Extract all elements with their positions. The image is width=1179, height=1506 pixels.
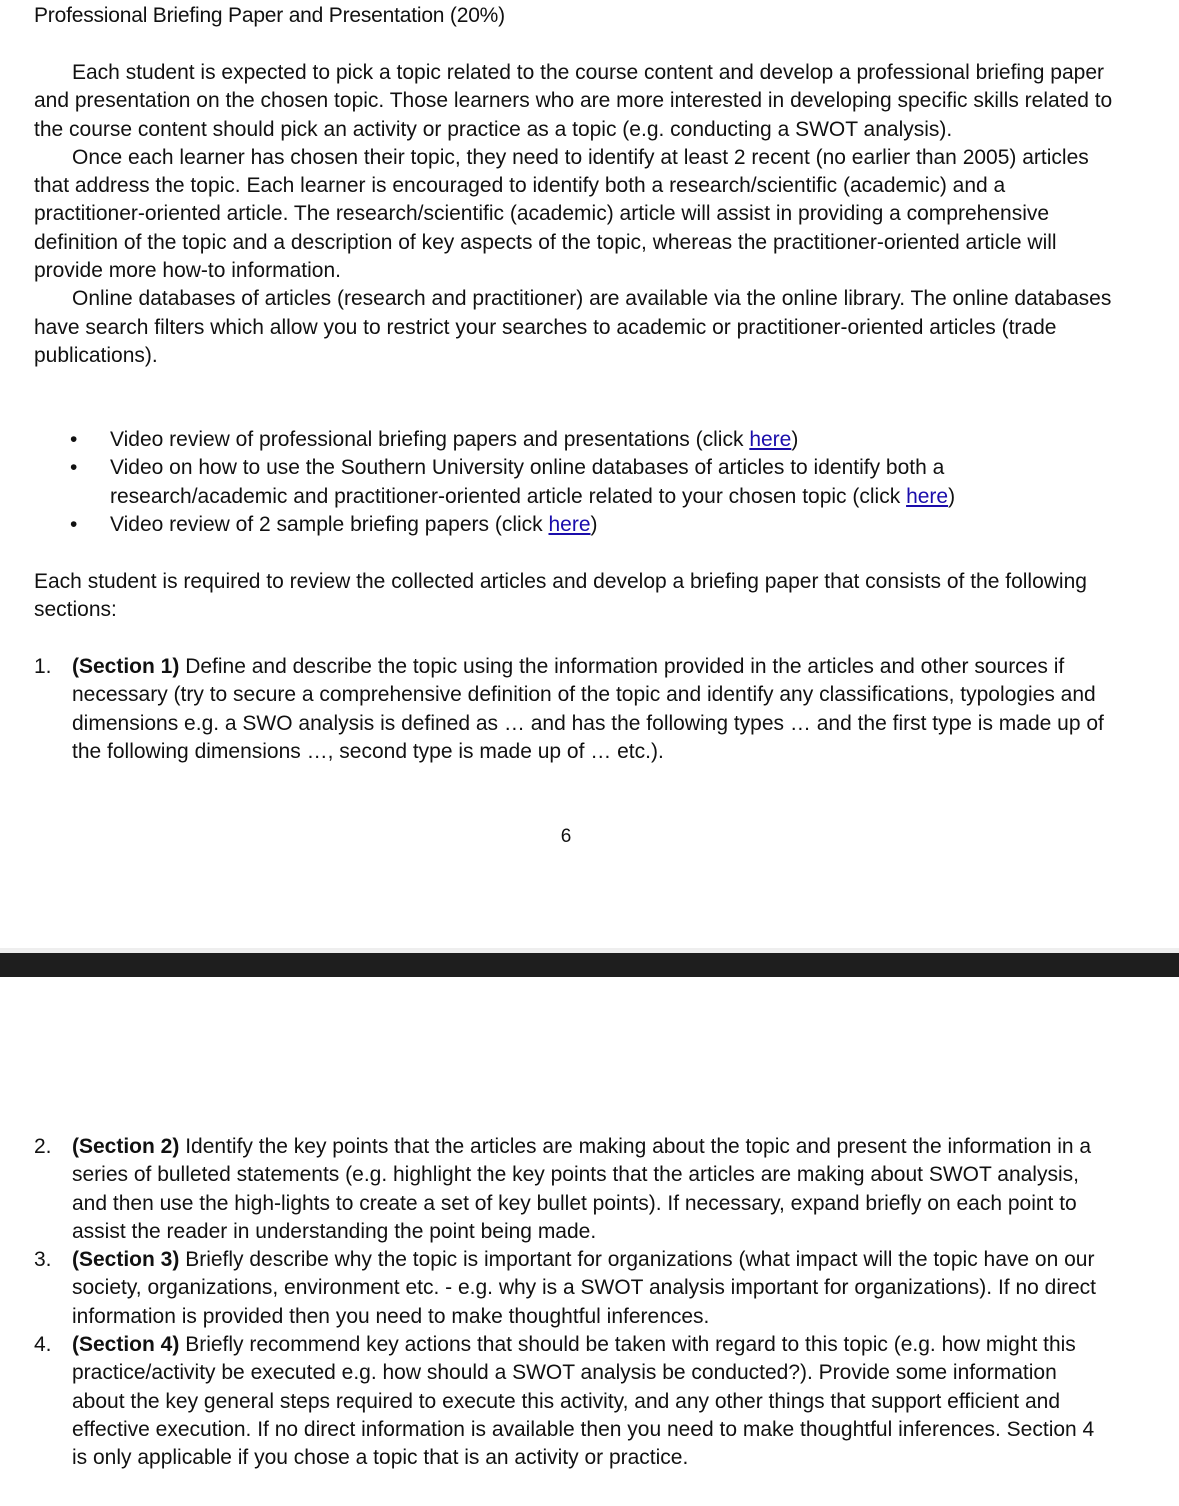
requirement-statement: Each student is required to review the collected articles and develop a briefing paper that consists of the following sections: [34,570,1087,622]
section-label: (Section 1) [72,655,180,678]
video-link-sample-papers[interactable]: here [548,512,591,536]
section-text: Identify the key points that the articles are making about the topic and present the information in a series of bulleted statements (e.g. highlight the key points that the articles are making about SWOT analysis, and then use the high-lights to create a set of key bullet points). If necessary, expand briefly on each point to assist the reader in understanding the point being made. [72,1135,1092,1243]
section-number: 1. [34,655,52,678]
page-heading: Professional Briefing Paper and Presentation (20%) [34,4,505,27]
video-link-databases[interactable]: here [906,484,949,508]
list-item [34,426,1114,454]
bullet-text: Video review of professional briefing papers and presentations (click [110,428,750,451]
section-label: (Section 4) [72,1333,180,1357]
list-item [34,454,1114,511]
section-label: (Section 2) [72,1135,180,1158]
bullet-icon: • [70,428,78,451]
intro-paragraphs [34,59,1114,370]
section-label: (Section 3) [72,1248,180,1272]
paragraph-article-identification: Once each learner has chosen their topic, they need to identify at least 2 recent (no earlier than 2005) articles that address the topic. Each learner is encouraged to identify both a research/scientific (academic) and a practitioner-oriented article. The research/scientific (academic) article will assist in providing a comprehensive definition of the topic and a description of key aspects of the topic, whereas the practitioner-oriented article will provide more how-to information. [34,145,1089,283]
bullet-text-end: ) [791,428,799,451]
section-text: Briefly describe why the topic is important for organizations (what impact will the topic have on our society, organizations, environment etc. - e.g. why is a SWOT analysis important for organizations). If no direct information is provided then you need to make thoughtful inferences. [72,1248,1096,1328]
paragraph-topic-selection: Each student is expected to pick a topic related to the course content and develop a professional briefing paper and presentation on the chosen topic. Those learners who are more interested in developing specific skills related to the course content should pick an activity or practice as a topic (e.g. conducting a SWOT analysis). [34,61,1113,141]
bullet-icon: • [70,512,78,536]
sections-list-page-2 [34,1133,1114,1473]
section-text: Briefly recommend key actions that should be taken with regard to this topic (e.g. how might this practice/activity be executed e.g. how should a SWOT analysis be conducted?). Provide some information about the key general steps required to execute this activity, and any other things that support efficient and effective execution. If no direct information is available then you need to make thoughtful inferences. Section 4 is only applicable if you chose a topic that is an activity or practice. [72,1333,1095,1470]
paragraph-online-databases: Online databases of articles (research and practitioner) are available via the online library. The online databases have search filters which allow you to restrict your searches to academic or practitioner-oriented articles (trade publications). [34,287,1112,367]
section-text: Define and describe the topic using the information provided in the articles and other sources if necessary (try to secure a comprehensive definition of the topic and identify any classifications, typologies and dimensions e.g. a SWO analysis is defined as … and has the following types … and the first type is made up of the following dimensions …, second type is made up of … etc.). [72,655,1104,763]
sections-list-page-1 [34,653,1114,766]
section-item-1 [34,653,1114,766]
page-number: 6 [560,826,572,847]
section-number: 4. [34,1333,52,1357]
bullet-text: Video on how to use the Southern University online databases of articles to identify both a research/academic and practitioner-oriented article related to your chosen topic (click [110,456,945,508]
section-number: 2. [34,1135,52,1158]
bullet-text-end: ) [590,512,598,536]
video-resources-list [34,426,1114,539]
bullet-text: Video review of 2 sample briefing papers (click [110,512,549,536]
bullet-text-end: ) [948,484,956,508]
video-link-briefing-review[interactable]: here [749,428,792,451]
section-item-3 [34,1246,1114,1331]
page-separator-bar [0,953,1179,977]
section-item-2 [34,1133,1114,1246]
section-item-4 [34,1331,1114,1472]
bullet-icon: • [70,456,78,480]
list-item [34,511,1114,539]
section-number: 3. [34,1248,52,1272]
